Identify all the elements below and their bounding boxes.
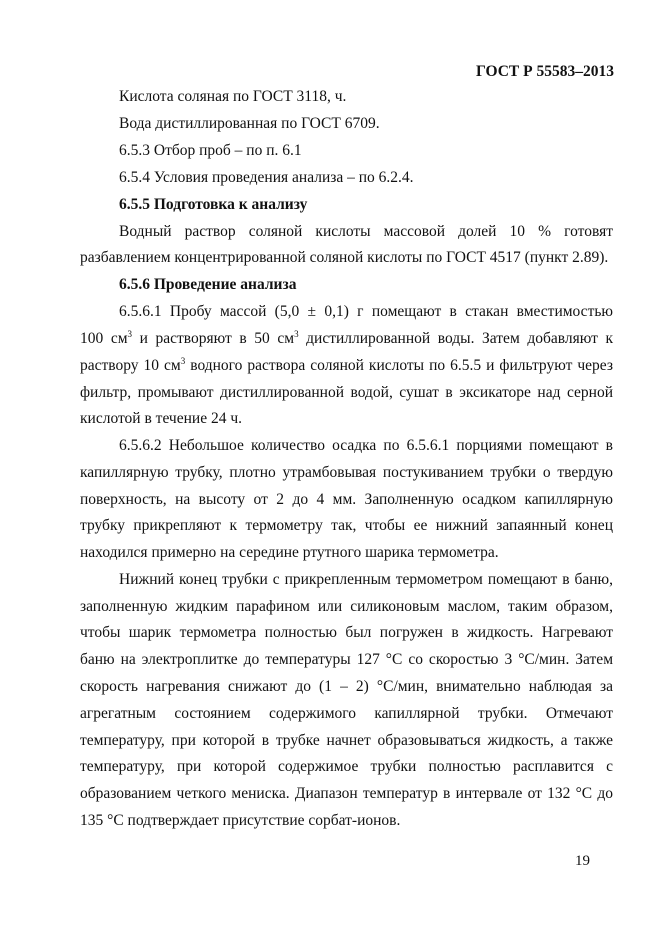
paragraph-line: трубку прикрепляют к термометру так, чтобы ее нижний запаянный конец — [80, 517, 613, 534]
text-line: 6.5.3 Отбор проб – по п. 6.1 — [119, 142, 302, 159]
paragraph-line: 135 °С подтверждает присутствие сорбат-ионов. — [80, 812, 401, 829]
paragraph-line: заполненную жидким парафином или силиконовым маслом, таким образом, — [80, 598, 613, 615]
paragraph-line: Нижний конец трубки с прикрепленным термометром помещают в баню, — [119, 571, 613, 588]
paragraph-line: 6.5.6.1 Пробу массой (5,0 ± 0,1) г помещают в стакан вместимостью — [119, 303, 613, 320]
paragraph-line: поверхность, на высоту от 2 до 4 мм. Заполненную осадком капиллярную — [80, 491, 613, 508]
section-heading-6-5-5: 6.5.5 Подготовка к анализу — [119, 196, 308, 213]
paragraph-line: чтобы шарик термометра полностью был погружен в жидкость. Нагревают — [80, 624, 613, 641]
text-line: 6.5.4 Условия проведения анализа – по 6.2.4. — [119, 169, 414, 186]
paragraph-line: 100 $см^3$ и растворяют в 50 $см^3$ дистиллированной воды. Затем добавляют к — [80, 329, 613, 347]
section-heading-6-5-6: 6.5.6 Проведение анализа — [119, 276, 297, 293]
text-line: Вода дистиллированная по ГОСТ 6709. — [119, 115, 380, 132]
paragraph-line: баню на электроплитке до температуры 127 °С со скоростью 3 °С/мин. Затем — [80, 651, 613, 668]
paragraph-line: кислотой в течение 24 ч. — [80, 410, 243, 427]
paragraph-line: температуру, при которой содержимое трубки полностью расплавится с — [80, 758, 613, 775]
page-number: 19 — [575, 853, 590, 869]
paragraph-line: фильтр, промывают дистиллированной водой, сушат в эксикаторе над серной — [80, 384, 613, 401]
paragraph-line: 6.5.6.2 Небольшое количество осадка по 6.5.6.1 порциями помещают в — [119, 437, 613, 454]
paragraph-line: Водный раствор соляной кислоты массовой долей 10 % готовят — [119, 223, 613, 240]
paragraph-line: раствору 10 $см^3$ водного раствора соляной кислоты по 6.5.5 и фильтруют через — [80, 356, 613, 374]
text-line: Кислота соляная по ГОСТ 3118, ч. — [119, 88, 347, 105]
paragraph-line: капиллярную трубку, плотно утрамбовывая постукиванием трубки о твердую — [80, 464, 613, 481]
paragraph-line: агрегатным состоянием содержимого капиллярной трубки. Отмечают — [80, 705, 613, 722]
paragraph-line: скорость нагревания снижают до (1 – 2) °С/мин, внимательно наблюдая за — [80, 678, 613, 695]
document-header: ГОСТ Р 55583–2013 — [476, 63, 614, 80]
paragraph-line: разбавлением концентрированной соляной кислоты по ГОСТ 4517 (пункт 2.89). — [80, 249, 609, 266]
paragraph-line: температуру, при которой в трубке начнет образовываться жидкость, а также — [80, 732, 613, 749]
paragraph-line: находился примерно на середине ртутного шарика термометра. — [80, 544, 499, 561]
paragraph-line: образованием четкого мениска. Диапазон температур в интервале от 132 °С до — [80, 785, 613, 802]
